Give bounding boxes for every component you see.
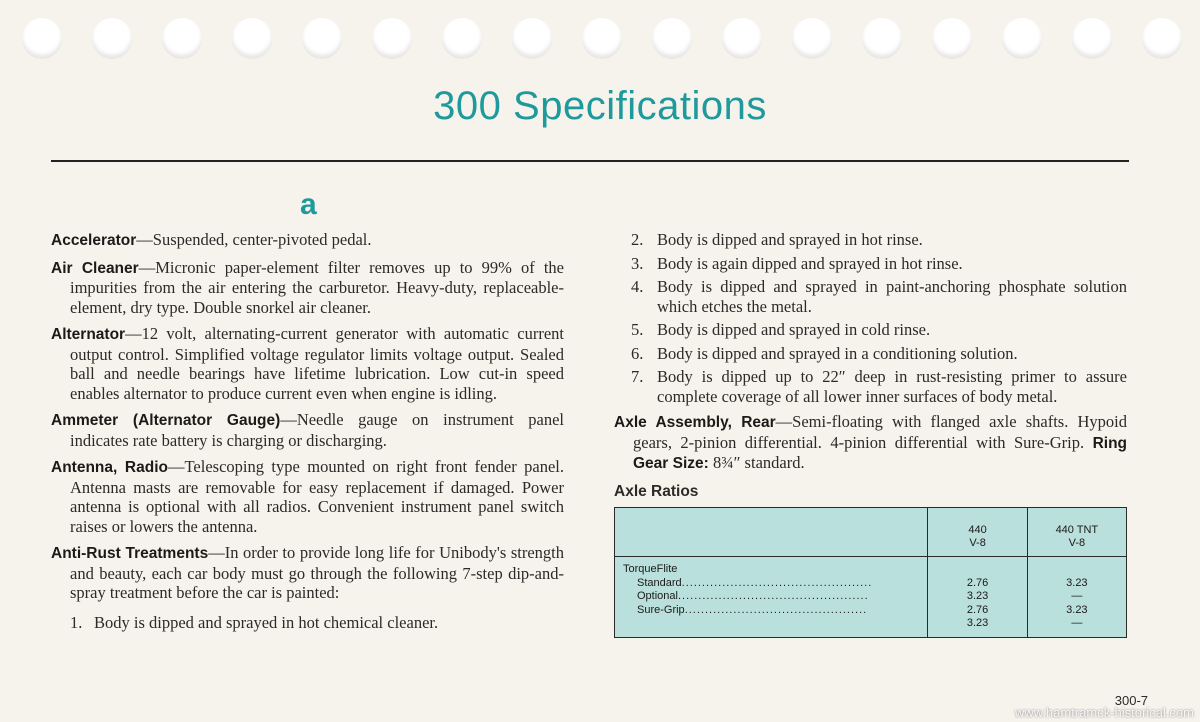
ring-gear-label: Ring Gear Size: [633,434,1127,472]
binder-hole [722,18,762,58]
spec-text: —Needle gauge on instrument panel indicates rate battery is charging or discharging. [70,410,564,450]
spec-text: —Micronic paper-element filter removes up to 99% of the impurities from the air entering the carburetor. Heavy-duty, replaceable-element, dry type. Double snorkel air cleaner. [70,257,564,317]
step-text: Body is dipped and sprayed in hot chemical cleaner. [94,612,439,632]
treatment-step [614,277,1127,316]
step-number: 4. [631,277,644,296]
step-text: Body is again dipped and sprayed in hot rinse. [657,253,963,273]
row-labels-cell [615,557,928,638]
step-text: Body is dipped up to 22″ deep in rust-resisting primer to assure complete coverage of all lower inner surfaces of body metal. [657,367,1127,406]
table-header-cell [928,508,1027,557]
ratio-value: 3.23 [1066,603,1088,616]
column-header-line: 440 [968,524,987,536]
treatment-step [614,254,1127,274]
binder-hole [792,18,832,58]
spec-entry-accelerator [51,230,564,251]
step-number: 6. [631,343,644,363]
spec-term: Anti-Rust Treatments [51,545,209,562]
table-header-row [615,508,1127,557]
binder-hole [22,18,62,58]
row-spacer [623,617,919,631]
ratio-value: — [1071,617,1083,629]
table-row [615,557,1127,638]
ratio-value: 3.23 [1066,576,1088,589]
binder-hole [582,18,622,58]
binder-hole [932,18,972,58]
spec-entry-air-cleaner [51,258,564,318]
binder-hole [512,18,552,58]
step-number: 2. [631,230,644,249]
page-title: 300 Specifications [433,84,767,128]
ratio-value: 2.76 [966,576,989,589]
spec-term: Axle Assembly, Rear [614,414,776,431]
spec-entry-antenna [51,457,564,536]
binder-hole [1002,18,1042,58]
binder-hole [92,18,132,58]
binder-hole [442,18,482,58]
section-letter: a [300,188,317,221]
dot-leader: ............................................... [681,576,873,589]
treatment-step [51,613,564,633]
spec-term: Accelerator [51,232,137,249]
ratio-value: 2.76 [966,603,989,616]
step-number: 5. [631,320,644,339]
row-label [623,604,919,618]
row-label-text: Optional [637,590,678,602]
group-label: TorqueFlite [623,563,678,575]
ring-gear-value: 8¾″ standard. [708,453,805,472]
row-label [623,590,919,604]
spec-entry-axle-assembly [614,412,1127,474]
step-number: 1. [70,612,83,632]
column-values-440 [928,557,1027,638]
spec-text: —Suspended, center-pivoted pedal. [136,230,372,249]
spec-term: Ammeter (Alternator Gauge) [51,412,281,429]
dot-leader: ............................................... [677,590,869,602]
spec-text: —12 volt, alternating-current generator with automatic current output control. Simplified voltage regulator limits voltage output. Sealed ball and needle bearings have lifetime lubrication. Low cut-in speed enables alternator to produce current even when engine is idling. [70,324,564,403]
spec-entry-alternator [51,324,564,403]
ratio-value: — [1071,590,1083,602]
binder-hole [162,18,202,58]
column-values-440-tnt [1027,557,1126,638]
dot-leader: ............................................. [684,603,868,616]
column-header-line: 440 TNT [1055,524,1099,536]
step-text: Body is dipped and sprayed in cold rinse. [657,320,931,339]
row-label [623,577,919,591]
binder-hole [372,18,412,58]
left-column [51,230,564,636]
treatment-step [614,367,1127,406]
table-header-cell [1027,508,1126,557]
column-header-line: V-8 [1068,537,1086,549]
spec-term: Air Cleaner [51,259,139,277]
ratio-value: 3.23 [966,617,989,629]
axle-ratios-heading: Axle Ratios [614,482,699,500]
page-number: 300-7 [1114,693,1148,708]
row-label-text: Sure-Grip [637,603,685,616]
binder-hole [1142,18,1182,58]
watermark: www.hamtramck-historical.com [1014,705,1194,720]
binder-hole [1072,18,1112,58]
spec-text: —In order to provide long life for Unibody's strength and beauty, each car body must go through the following 7-step dip-and-spray treatment before the car is painted: [70,543,564,602]
row-label-text: Standard [637,576,682,589]
treatment-step [614,230,1127,250]
ratio-value: 3.23 [966,590,989,602]
binder-holes [0,18,1200,68]
spec-term: Antenna, Radio [51,459,168,476]
binder-hole [652,18,692,58]
spec-term: Alternator [51,326,126,343]
spec-entry-ammeter [51,410,564,450]
table-header-blank [615,508,928,557]
treatment-step [614,344,1127,364]
step-number: 3. [631,253,644,273]
step-text: Body is dipped and sprayed in a conditioning solution. [657,343,1018,363]
spec-text: —Semi-floating with flanged axle shafts. Hypoid gears, 2-pinion differential. 4-pinion differential with Sure-Grip. [633,412,1127,452]
step-text: Body is dipped and sprayed in hot rinse. [657,230,923,249]
binder-hole [232,18,272,58]
spec-entry-anti-rust [51,543,564,603]
step-number: 7. [631,367,644,386]
spec-text: —Telescoping type mounted on right front fender panel. Antenna masts are removable for easy replacement if damaged. Power antenna is optional with all radios. Convenient instrument panel switch raises or lowers the antenna. [70,457,564,536]
step-text: Body is dipped and sprayed in paint-anchoring phosphate solution which etches the metal. [657,277,1127,316]
axle-ratios-table [614,507,1127,638]
binder-hole [862,18,902,58]
title-divider [51,160,1129,162]
binder-hole [302,18,342,58]
treatment-step [614,320,1127,340]
column-header-line: V-8 [969,537,986,549]
right-column [614,230,1127,638]
